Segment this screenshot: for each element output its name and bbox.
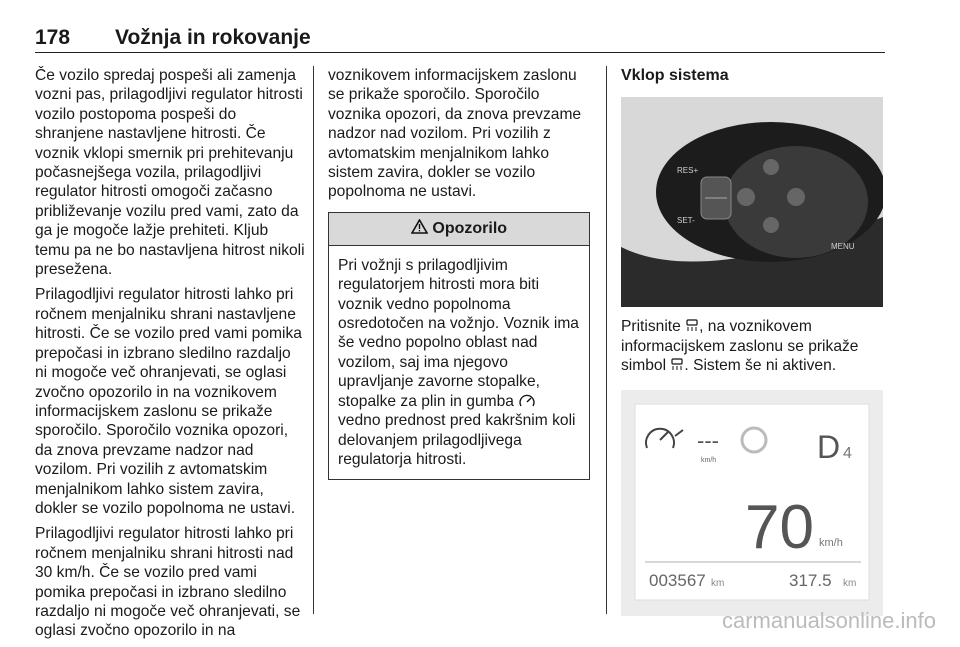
column-divider <box>313 66 314 614</box>
distance-icon <box>670 358 684 371</box>
instruction-text: , na voznikovem informacijskem zaslonu se prikaže simbol <box>621 318 859 375</box>
cluster-gear-number: 4 <box>843 444 852 462</box>
cluster-odo-unit: km <box>711 577 725 589</box>
paragraph: Prilagodljivi regulator hitrosti lahko pri ročnem menjalniku shrani nastavljene hitrosti. Če se vozilo pred vami pomika prepočasi in izbrano sledilno razdaljo ni mogoče več ohranjevati, se oglasi zvočno opozorilo in na voznikovem informacijskem zaslonu se prikaže sporočilo. Sporočilo voznika opozori, da znova prevzame nadzor nad vozilom. Pri vozilih z avtomatskim menjalnikom lahko sistem zavira, dokler se vozilo popolnoma ne ustavi. <box>35 286 302 517</box>
cluster-odometer: 003567 <box>649 570 706 590</box>
instruction-text: . Sistem še ni aktiven. <box>684 357 837 375</box>
warning-header <box>329 213 589 246</box>
paragraph: voznikovem informacijskem zaslonu se prikaže sporočilo. Sporočilo voznika opozori, da znova prevzame nadzor nad vozilom. Pri vozilih z avtomatskim menjalnikom lahko sistem zavira, dokler se vozilo popolnoma ne ustavi. <box>328 67 582 201</box>
cluster-dashes: --- <box>697 427 719 453</box>
column-divider <box>606 66 607 614</box>
column-left <box>35 66 305 647</box>
page-number: 178 <box>35 26 71 49</box>
watermark: carmanualsonline.info <box>721 608 936 633</box>
instruction-paragraph <box>621 317 891 375</box>
column-middle <box>328 66 590 480</box>
chapter-title: Vožnja in rokovanje <box>115 26 311 49</box>
paragraph: Prilagodljivi regulator hitrosti lahko pri ročnem menjalniku shrani hitrosti nad 30 km/h. Če se vozilo pred vami pomika prepočasi in izbrano sledilno razdaljo ni mogoče več ohranjevati, se oglasi zvočno opozorilo in na <box>35 525 301 640</box>
res-label: RES+ <box>677 166 699 176</box>
set-label: SET- <box>677 216 695 226</box>
section-title: Vklop sistema <box>621 67 729 84</box>
warning-text: vedno prednost pred kakršnim koli delovanjem prilagodljivega regulatorja hitrosti. <box>338 412 576 468</box>
cluster-speed-unit: km/h <box>819 536 843 549</box>
cluster-gear: D <box>817 428 841 465</box>
cluster-speed: 70 <box>745 492 814 562</box>
warning-box <box>328 212 590 480</box>
column-right <box>621 66 891 616</box>
warning-body <box>329 246 589 479</box>
paragraph: Če vozilo spredaj pospeši ali zamenja vozni pas, prilagodljivi regulator hitrosti vozilo postopoma pospeši do shranjene nastavljene hitrosti. Če voznik vklopi smernik pri prehitevanju počasnejšega vozila, prilagodljivi regulator hitrosti omogoči začasno približevanje vozilu pred vami, zato da ga je mogoče lažje prehiteti. Kljub temu pa ne bo nastavljena hitrost nikoli presežena. <box>35 67 305 279</box>
distance-icon <box>685 319 699 332</box>
page-header <box>35 26 885 53</box>
steering-wheel-figure <box>621 97 883 307</box>
warning-title: Opozorilo <box>432 219 508 237</box>
cluster-range: 317.5 <box>789 570 832 590</box>
warning-triangle-icon <box>411 219 428 234</box>
cluster-kmh-small: km/h <box>701 456 717 464</box>
menu-label: MENU <box>831 242 855 252</box>
instrument-cluster-figure <box>621 390 883 616</box>
cruise-control-icon <box>518 394 536 408</box>
instruction-text: Pritisnite <box>621 318 681 336</box>
warning-text: Pri vožnji s prilagodljivim regulatorjem hitrosti mora biti voznik vedno popolnoma osredotočen na vožnjo. Voznik ima še vedno popolno oblast nad vozilom, saj ima njegovo upravljanje zavorne stopalke, stopalke za plin in gumba <box>338 256 579 410</box>
cluster-range-unit: km <box>843 577 857 589</box>
